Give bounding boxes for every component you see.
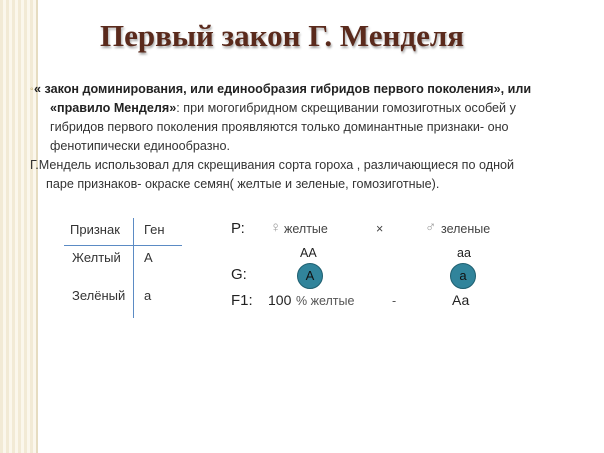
f1-phenotype: % желтые <box>296 294 355 308</box>
male-symbol-icon: ♂ <box>425 219 437 236</box>
table-vertical-divider <box>133 218 134 318</box>
experiment-line-1: Г.Мендель использовал для скрещивания сорта гороха , различающиеся по одной <box>30 158 515 172</box>
table-cell-trait-yellow: Желтый <box>72 250 121 265</box>
parents-label: Р: <box>231 220 245 237</box>
male-gamete-circle: а <box>450 263 476 289</box>
decorative-left-band-edge <box>36 0 38 453</box>
bullet-definition <box>30 80 590 156</box>
definition-line-2-rest: : при могогибридном скрещивании гомозиготных особей у <box>176 101 516 115</box>
gametes-label: G: <box>231 266 247 283</box>
f1-dash: - <box>392 294 397 308</box>
table-cell-gene-dominant: А <box>144 250 153 265</box>
cross-symbol: × <box>376 222 384 236</box>
experiment-line-2: паре признаков- окраске семян( желтые и зеленые, гомозиготные). <box>46 177 440 191</box>
f1-percent: 100 <box>268 292 292 308</box>
table-cell-trait-green: Зелёный <box>72 288 126 303</box>
definition-line-4: фенотипически единообразно. <box>50 139 230 153</box>
definition-line-2 <box>34 99 590 118</box>
bullet-experiment <box>30 156 590 194</box>
female-gamete-circle: А <box>297 263 323 289</box>
table-header-trait: Признак <box>70 222 120 237</box>
rule-name: «правило Менделя» <box>50 101 177 115</box>
table-cell-gene-recessive: а <box>144 288 152 303</box>
trait-gene-table <box>64 218 182 318</box>
bullet-marker-icon: ◦ <box>30 84 34 95</box>
f1-genotype: Аа <box>452 292 470 308</box>
male-phenotype: зеленые <box>441 222 491 236</box>
slide-title: Первый закон Г. Менделя <box>100 18 464 53</box>
table-header-gene: Ген <box>144 222 165 237</box>
definition-line-3: гибридов первого поколения проявляются только доминантные признаки- оно <box>50 120 509 134</box>
female-phenotype: желтые <box>284 222 328 236</box>
female-symbol-icon: ♀ <box>270 219 282 236</box>
f1-label: F1: <box>231 292 253 309</box>
definition-line-1: « закон доминирования, или единообразия гибридов первого поколения», или <box>34 82 532 96</box>
table-horizontal-divider <box>64 245 182 246</box>
male-genotype: аа <box>457 246 471 260</box>
female-genotype: АА <box>300 246 317 260</box>
decorative-left-band <box>0 0 36 453</box>
